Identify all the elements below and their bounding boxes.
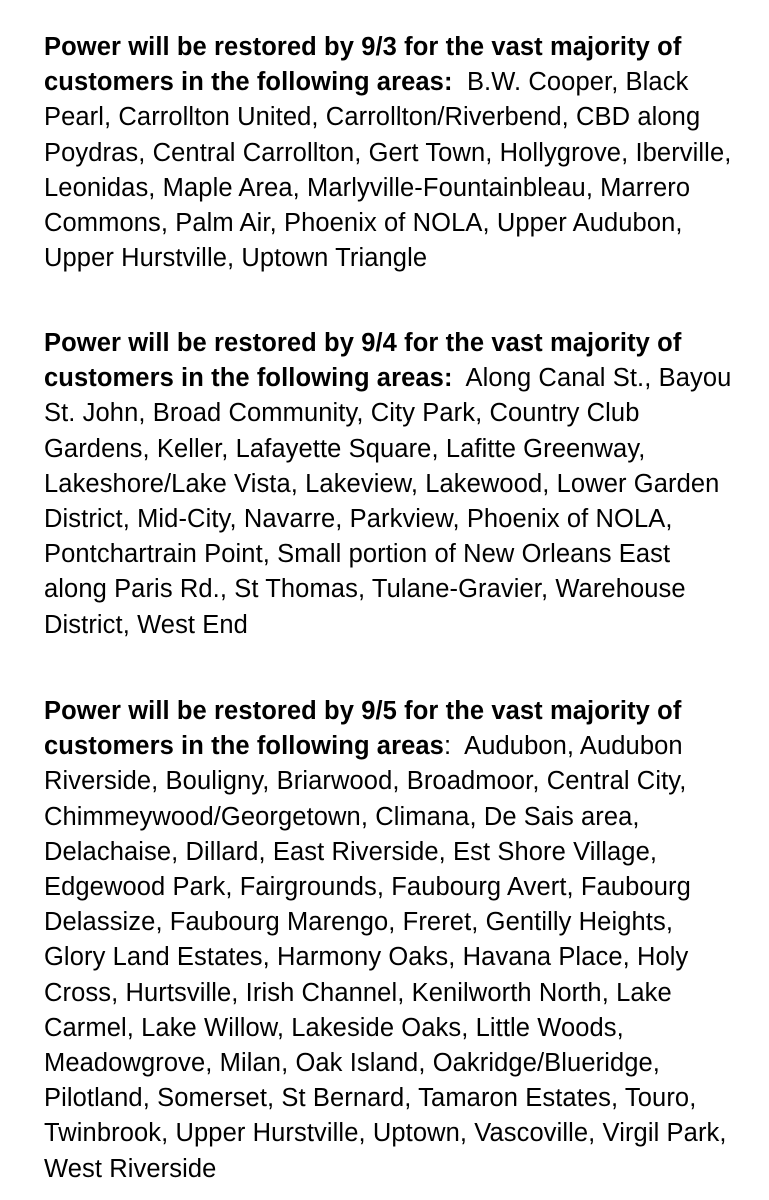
restoration-section-9-4 <box>44 326 734 643</box>
section-lead: Power will be restored by 9/5 for the vast majority of customers in the following areas <box>44 697 682 761</box>
section-lead: Power will be restored by 9/3 for the vast majority of customers in the following areas: <box>44 33 682 97</box>
restoration-section-9-3 <box>44 30 734 276</box>
lead-colon: : <box>443 732 452 761</box>
area-list: Audubon, Audubon Riverside, Bouligny, Briarwood, Broadmoor, Central City, Chimmeywood/Georgetown, Climana, De Sais area, Delachaise, Dillard, East Riverside, Est Shore Village, Edgewood Park, Fairgrounds, Faubourg Avert, Faubourg Delassize, Faubourg Marengo, Freret, Gentilly Heights, Glory Land Estates, Harmony Oaks, Havana Place, Holy Cross, Hurtsville, Irish Channel, Kenilworth North, Lake Carmel, Lake Willow, Lakeside Oaks, Little Woods, Meadowgrove, Milan, Oak Island, Oakridge/Blueridge, Pilotland, Somerset, St Bernard, Tamaron Estates, Touro, Twinbrook, Upper Hurstville, Uptown, Vascoville, Virgil Park, West Riverside <box>44 732 727 1183</box>
area-list: B.W. Cooper, Black Pearl, Carrollton United, Carrollton/Riverbend, CBD along Poydras, Central Carrollton, Gert Town, Hollygrove, Iberville, Leonidas, Maple Area, Marlyville-Fountainbleau, Marrero Commons, Palm Air, Phoenix of NOLA, Upper Audubon, Upper Hurstville, Uptown Triangle <box>44 68 732 273</box>
restoration-section-9-5 <box>44 694 734 1187</box>
area-list: Along Canal St., Bayou St. John, Broad Community, City Park, Country Club Gardens, Keller, Lafayette Square, Lafitte Greenway, Lakeshore/Lake Vista, Lakeview, Lakewood, Lower Garden District, Mid-City, Navarre, Parkview, Phoenix of NOLA, Pontchartrain Point, Small portion of New Orleans East along Paris Rd., St Thomas, Tulane-Gravier, Warehouse District, West End <box>44 364 732 639</box>
section-lead: Power will be restored by 9/4 for the vast majority of customers in the following areas: <box>44 329 682 393</box>
